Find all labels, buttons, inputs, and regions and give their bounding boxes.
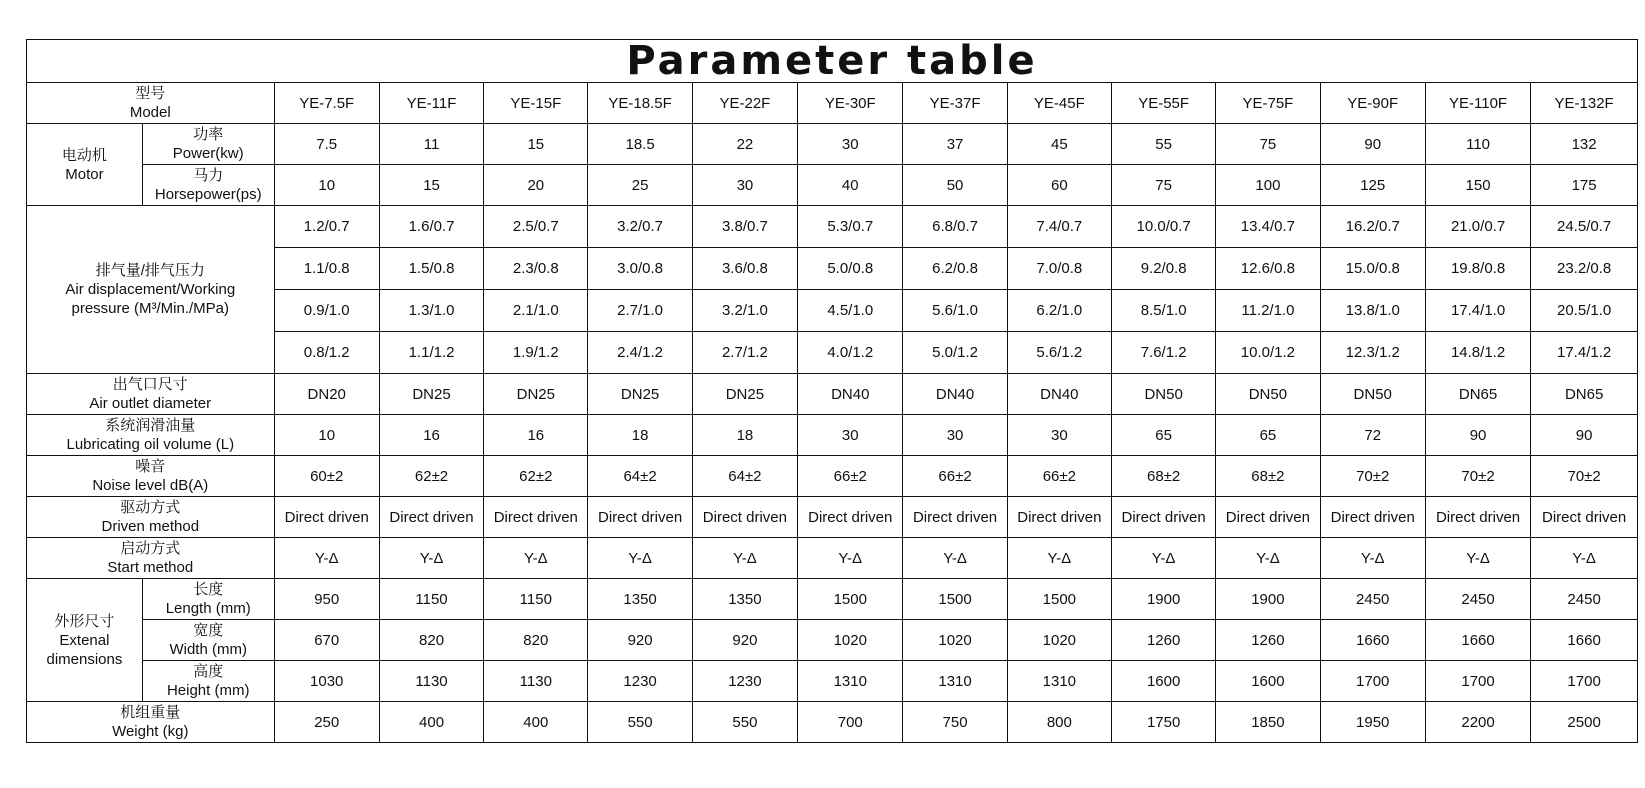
value-cell: Direct driven bbox=[588, 497, 692, 538]
value-cell: 1.1/1.2 bbox=[379, 332, 483, 374]
value-cell: Direct driven bbox=[903, 497, 1007, 538]
value-cell: 1130 bbox=[379, 661, 483, 702]
value-cell: 1350 bbox=[588, 579, 692, 620]
value-cell: Y-Δ bbox=[1216, 538, 1320, 579]
model-cell: YE-18.5F bbox=[588, 83, 692, 124]
label-en: Motor bbox=[65, 165, 104, 183]
value-cell: 100 bbox=[1216, 165, 1320, 206]
value-cell: 2.5/0.7 bbox=[484, 206, 588, 248]
value-cell: 18 bbox=[692, 415, 797, 456]
value-cell: 20.5/1.0 bbox=[1531, 290, 1638, 332]
table-row-driven bbox=[27, 497, 1638, 538]
value-cell: 2450 bbox=[1531, 579, 1638, 620]
label-en: Noise level dB(A) bbox=[92, 477, 209, 494]
label-zh: 宽度 bbox=[193, 622, 224, 639]
value-cell: 400 bbox=[379, 702, 483, 743]
row-label-air-displacement bbox=[27, 206, 275, 374]
table-row-weight bbox=[27, 702, 1638, 743]
row-label-noise bbox=[27, 456, 275, 497]
value-cell: 2.7/1.2 bbox=[692, 332, 797, 374]
value-cell: 1020 bbox=[1007, 620, 1111, 661]
value-cell: 17.4/1.2 bbox=[1531, 332, 1638, 374]
value-cell: 10.0/0.7 bbox=[1111, 206, 1215, 248]
value-cell: Direct driven bbox=[1111, 497, 1215, 538]
label-en: Power(kw) bbox=[172, 145, 244, 162]
model-cell: YE-15F bbox=[484, 83, 588, 124]
row-label-outlet bbox=[27, 374, 275, 415]
value-cell: 12.3/1.2 bbox=[1320, 332, 1425, 374]
value-cell: DN50 bbox=[1111, 374, 1215, 415]
row-label-oil bbox=[27, 415, 275, 456]
value-cell: 30 bbox=[798, 124, 903, 165]
value-cell: 16.2/0.7 bbox=[1320, 206, 1425, 248]
value-cell: 2.7/1.0 bbox=[588, 290, 692, 332]
label-zh: 外形尺寸 bbox=[54, 612, 115, 630]
value-cell: 1850 bbox=[1216, 702, 1320, 743]
value-cell: 2.1/1.0 bbox=[484, 290, 588, 332]
value-cell: 70±2 bbox=[1531, 456, 1638, 497]
value-cell: 4.0/1.2 bbox=[798, 332, 903, 374]
value-cell: 10 bbox=[274, 165, 379, 206]
value-cell: 24.5/0.7 bbox=[1531, 206, 1638, 248]
value-cell: 50 bbox=[903, 165, 1007, 206]
value-cell: 2450 bbox=[1425, 579, 1530, 620]
label-zh: 启动方式 bbox=[120, 540, 181, 557]
value-cell: Direct driven bbox=[798, 497, 903, 538]
value-cell: 60 bbox=[1007, 165, 1111, 206]
value-cell: 68±2 bbox=[1216, 456, 1320, 497]
label-zh: 马力 bbox=[193, 167, 224, 184]
value-cell: Y-Δ bbox=[1531, 538, 1638, 579]
label-zh: 噪音 bbox=[135, 458, 166, 475]
table-row-height bbox=[27, 661, 1638, 702]
value-cell: 30 bbox=[903, 415, 1007, 456]
model-cell: YE-11F bbox=[379, 83, 483, 124]
value-cell: 250 bbox=[274, 702, 379, 743]
label-zh: 机组重量 bbox=[120, 704, 181, 721]
model-cell: YE-75F bbox=[1216, 83, 1320, 124]
label-zh: 排气量/排气压力 bbox=[95, 262, 205, 279]
value-cell: 1500 bbox=[1007, 579, 1111, 620]
value-cell: 68±2 bbox=[1111, 456, 1215, 497]
value-cell: Y-Δ bbox=[274, 538, 379, 579]
row-label-model bbox=[27, 83, 275, 124]
table-row-air-displacement bbox=[27, 206, 1638, 248]
label-en: Start method bbox=[107, 559, 194, 576]
value-cell: 132 bbox=[1531, 124, 1638, 165]
value-cell: 90 bbox=[1531, 415, 1638, 456]
value-cell: 1030 bbox=[274, 661, 379, 702]
value-cell: 1310 bbox=[1007, 661, 1111, 702]
value-cell: 1230 bbox=[692, 661, 797, 702]
value-cell: 5.6/1.2 bbox=[1007, 332, 1111, 374]
row-label-width bbox=[142, 620, 274, 661]
row-label-horsepower bbox=[142, 165, 274, 206]
value-cell: 60±2 bbox=[274, 456, 379, 497]
value-cell: 2.4/1.2 bbox=[588, 332, 692, 374]
value-cell: Direct driven bbox=[1007, 497, 1111, 538]
value-cell: DN25 bbox=[484, 374, 588, 415]
value-cell: 2500 bbox=[1531, 702, 1638, 743]
label-en: Lubricating oil volume (L) bbox=[66, 436, 235, 453]
value-cell: 23.2/0.8 bbox=[1531, 248, 1638, 290]
value-cell: 1.6/0.7 bbox=[379, 206, 483, 248]
value-cell: 15.0/0.8 bbox=[1320, 248, 1425, 290]
table-row-start bbox=[27, 538, 1638, 579]
value-cell: 12.6/0.8 bbox=[1216, 248, 1320, 290]
value-cell: 1660 bbox=[1425, 620, 1530, 661]
value-cell: DN40 bbox=[903, 374, 1007, 415]
table-row-horsepower bbox=[27, 165, 1638, 206]
value-cell: 820 bbox=[379, 620, 483, 661]
value-cell: 1900 bbox=[1216, 579, 1320, 620]
value-cell: 11 bbox=[379, 124, 483, 165]
value-cell: 5.3/0.7 bbox=[798, 206, 903, 248]
value-cell: 17.4/1.0 bbox=[1425, 290, 1530, 332]
value-cell: 3.0/0.8 bbox=[588, 248, 692, 290]
model-cell: YE-30F bbox=[798, 83, 903, 124]
value-cell: 950 bbox=[274, 579, 379, 620]
label-zh: 长度 bbox=[193, 581, 224, 598]
value-cell: 15 bbox=[484, 124, 588, 165]
label-zh: 驱动方式 bbox=[120, 499, 181, 516]
value-cell: DN65 bbox=[1425, 374, 1530, 415]
value-cell: 1150 bbox=[379, 579, 483, 620]
value-cell: Y-Δ bbox=[798, 538, 903, 579]
value-cell: 1660 bbox=[1320, 620, 1425, 661]
value-cell: Y-Δ bbox=[1425, 538, 1530, 579]
value-cell: 1.3/1.0 bbox=[379, 290, 483, 332]
value-cell: DN50 bbox=[1216, 374, 1320, 415]
value-cell: 30 bbox=[798, 415, 903, 456]
value-cell: 175 bbox=[1531, 165, 1638, 206]
value-cell: 1130 bbox=[484, 661, 588, 702]
value-cell: 6.2/1.0 bbox=[1007, 290, 1111, 332]
value-cell: 0.8/1.2 bbox=[274, 332, 379, 374]
row-label-length bbox=[142, 579, 274, 620]
value-cell: 10 bbox=[274, 415, 379, 456]
value-cell: 18 bbox=[588, 415, 692, 456]
table-row-noise bbox=[27, 456, 1638, 497]
value-cell: 820 bbox=[484, 620, 588, 661]
label-zh: 功率 bbox=[193, 126, 224, 143]
value-cell: 1310 bbox=[903, 661, 1007, 702]
value-cell: 90 bbox=[1320, 124, 1425, 165]
value-cell: 18.5 bbox=[588, 124, 692, 165]
value-cell: Y-Δ bbox=[379, 538, 483, 579]
value-cell: 70±2 bbox=[1425, 456, 1530, 497]
model-cell: YE-110F bbox=[1425, 83, 1530, 124]
value-cell: 1.9/1.2 bbox=[484, 332, 588, 374]
value-cell: 1020 bbox=[798, 620, 903, 661]
value-cell: 22 bbox=[692, 124, 797, 165]
label-en: Height (mm) bbox=[166, 682, 250, 699]
value-cell: 1750 bbox=[1111, 702, 1215, 743]
value-cell: 1600 bbox=[1111, 661, 1215, 702]
value-cell: 125 bbox=[1320, 165, 1425, 206]
value-cell: 7.5 bbox=[274, 124, 379, 165]
value-cell: 110 bbox=[1425, 124, 1530, 165]
value-cell: 800 bbox=[1007, 702, 1111, 743]
value-cell: 30 bbox=[1007, 415, 1111, 456]
value-cell: 1260 bbox=[1111, 620, 1215, 661]
value-cell: 1900 bbox=[1111, 579, 1215, 620]
label-en: Air outlet diameter bbox=[89, 395, 212, 412]
value-cell: 1500 bbox=[798, 579, 903, 620]
value-cell: Y-Δ bbox=[484, 538, 588, 579]
value-cell: DN25 bbox=[588, 374, 692, 415]
value-cell: 64±2 bbox=[588, 456, 692, 497]
value-cell: 65 bbox=[1216, 415, 1320, 456]
value-cell: 75 bbox=[1216, 124, 1320, 165]
label-en: Extenal dimensions bbox=[46, 631, 123, 668]
value-cell: 2.3/0.8 bbox=[484, 248, 588, 290]
value-cell: 15 bbox=[379, 165, 483, 206]
value-cell: 40 bbox=[798, 165, 903, 206]
value-cell: Y-Δ bbox=[588, 538, 692, 579]
value-cell: 3.8/0.7 bbox=[692, 206, 797, 248]
model-cell: YE-37F bbox=[903, 83, 1007, 124]
value-cell: 19.8/0.8 bbox=[1425, 248, 1530, 290]
value-cell: 75 bbox=[1111, 165, 1215, 206]
value-cell: 1700 bbox=[1425, 661, 1530, 702]
value-cell: 16 bbox=[484, 415, 588, 456]
value-cell: Direct driven bbox=[484, 497, 588, 538]
parameter-table bbox=[26, 39, 1638, 743]
value-cell: 550 bbox=[588, 702, 692, 743]
row-label-driven bbox=[27, 497, 275, 538]
value-cell: 3.6/0.8 bbox=[692, 248, 797, 290]
value-cell: 8.5/1.0 bbox=[1111, 290, 1215, 332]
value-cell: 66±2 bbox=[798, 456, 903, 497]
value-cell: 5.6/1.0 bbox=[903, 290, 1007, 332]
value-cell: 20 bbox=[484, 165, 588, 206]
value-cell: DN40 bbox=[1007, 374, 1111, 415]
value-cell: Direct driven bbox=[1531, 497, 1638, 538]
group-label-motor bbox=[27, 124, 143, 206]
model-cell: YE-7.5F bbox=[274, 83, 379, 124]
value-cell: Direct driven bbox=[1320, 497, 1425, 538]
model-cell: YE-22F bbox=[692, 83, 797, 124]
value-cell: 7.4/0.7 bbox=[1007, 206, 1111, 248]
value-cell: 13.8/1.0 bbox=[1320, 290, 1425, 332]
value-cell: 670 bbox=[274, 620, 379, 661]
value-cell: DN50 bbox=[1320, 374, 1425, 415]
label-en: Weight (kg) bbox=[112, 723, 189, 740]
value-cell: 5.0/0.8 bbox=[798, 248, 903, 290]
value-cell: 13.4/0.7 bbox=[1216, 206, 1320, 248]
value-cell: Y-Δ bbox=[1111, 538, 1215, 579]
value-cell: 1600 bbox=[1216, 661, 1320, 702]
row-label-height bbox=[142, 661, 274, 702]
value-cell: Y-Δ bbox=[903, 538, 1007, 579]
row-label-weight bbox=[27, 702, 275, 743]
value-cell: 2450 bbox=[1320, 579, 1425, 620]
value-cell: 1.5/0.8 bbox=[379, 248, 483, 290]
value-cell: 65 bbox=[1111, 415, 1215, 456]
value-cell: 14.8/1.2 bbox=[1425, 332, 1530, 374]
value-cell: 45 bbox=[1007, 124, 1111, 165]
label-en: Air displacement/Working pressure (M³/Min./MPa) bbox=[65, 281, 236, 317]
value-cell: 21.0/0.7 bbox=[1425, 206, 1530, 248]
label-zh: 出气口尺寸 bbox=[112, 376, 188, 393]
row-label-start bbox=[27, 538, 275, 579]
label-en: Driven method bbox=[101, 518, 200, 535]
value-cell: 1700 bbox=[1531, 661, 1638, 702]
value-cell: 90 bbox=[1425, 415, 1530, 456]
value-cell: 150 bbox=[1425, 165, 1530, 206]
value-cell: 1150 bbox=[484, 579, 588, 620]
value-cell: DN65 bbox=[1531, 374, 1638, 415]
value-cell: 920 bbox=[588, 620, 692, 661]
value-cell: 64±2 bbox=[692, 456, 797, 497]
value-cell: Direct driven bbox=[379, 497, 483, 538]
value-cell: 37 bbox=[903, 124, 1007, 165]
value-cell: 3.2/1.0 bbox=[692, 290, 797, 332]
model-cell: YE-45F bbox=[1007, 83, 1111, 124]
value-cell: Direct driven bbox=[692, 497, 797, 538]
value-cell: 66±2 bbox=[1007, 456, 1111, 497]
value-cell: 1950 bbox=[1320, 702, 1425, 743]
value-cell: 62±2 bbox=[379, 456, 483, 497]
table-row-model bbox=[27, 83, 1638, 124]
value-cell: 1.1/0.8 bbox=[274, 248, 379, 290]
value-cell: 5.0/1.2 bbox=[903, 332, 1007, 374]
value-cell: 1350 bbox=[692, 579, 797, 620]
model-cell: YE-132F bbox=[1531, 83, 1638, 124]
value-cell: 3.2/0.7 bbox=[588, 206, 692, 248]
value-cell: 1020 bbox=[903, 620, 1007, 661]
table-title: Parameter table bbox=[27, 40, 1638, 83]
model-cell: YE-90F bbox=[1320, 83, 1425, 124]
value-cell: 1660 bbox=[1531, 620, 1638, 661]
value-cell: 70±2 bbox=[1320, 456, 1425, 497]
value-cell: DN20 bbox=[274, 374, 379, 415]
row-label-power bbox=[142, 124, 274, 165]
table-row-oil bbox=[27, 415, 1638, 456]
value-cell: 550 bbox=[692, 702, 797, 743]
value-cell: DN25 bbox=[692, 374, 797, 415]
value-cell: Direct driven bbox=[274, 497, 379, 538]
label-en: Model bbox=[129, 104, 171, 121]
table-row-length bbox=[27, 579, 1638, 620]
value-cell: Y-Δ bbox=[692, 538, 797, 579]
value-cell: 7.0/0.8 bbox=[1007, 248, 1111, 290]
value-cell: 9.2/0.8 bbox=[1111, 248, 1215, 290]
label-zh: 系统润滑油量 bbox=[105, 417, 196, 434]
model-cell: YE-55F bbox=[1111, 83, 1215, 124]
value-cell: DN25 bbox=[379, 374, 483, 415]
value-cell: 11.2/1.0 bbox=[1216, 290, 1320, 332]
value-cell: 66±2 bbox=[903, 456, 1007, 497]
value-cell: 7.6/1.2 bbox=[1111, 332, 1215, 374]
table-row-outlet bbox=[27, 374, 1638, 415]
value-cell: Y-Δ bbox=[1320, 538, 1425, 579]
label-en: Length (mm) bbox=[165, 600, 251, 617]
value-cell: 30 bbox=[692, 165, 797, 206]
table-row-width bbox=[27, 620, 1638, 661]
value-cell: 1500 bbox=[903, 579, 1007, 620]
value-cell: 10.0/1.2 bbox=[1216, 332, 1320, 374]
label-zh: 型号 bbox=[135, 85, 166, 102]
value-cell: 1260 bbox=[1216, 620, 1320, 661]
value-cell: 6.2/0.8 bbox=[903, 248, 1007, 290]
value-cell: 62±2 bbox=[484, 456, 588, 497]
value-cell: 920 bbox=[692, 620, 797, 661]
value-cell: 1310 bbox=[798, 661, 903, 702]
value-cell: 4.5/1.0 bbox=[798, 290, 903, 332]
value-cell: Direct driven bbox=[1216, 497, 1320, 538]
value-cell: 55 bbox=[1111, 124, 1215, 165]
value-cell: DN40 bbox=[798, 374, 903, 415]
value-cell: 16 bbox=[379, 415, 483, 456]
value-cell: 25 bbox=[588, 165, 692, 206]
value-cell: 400 bbox=[484, 702, 588, 743]
value-cell: 1230 bbox=[588, 661, 692, 702]
label-zh: 电动机 bbox=[61, 146, 107, 164]
label-en: Horsepower(ps) bbox=[154, 186, 262, 203]
value-cell: 6.8/0.7 bbox=[903, 206, 1007, 248]
value-cell: 2200 bbox=[1425, 702, 1530, 743]
value-cell: 700 bbox=[798, 702, 903, 743]
value-cell: 1.2/0.7 bbox=[274, 206, 379, 248]
value-cell: 72 bbox=[1320, 415, 1425, 456]
value-cell: 1700 bbox=[1320, 661, 1425, 702]
value-cell: Y-Δ bbox=[1007, 538, 1111, 579]
label-en: Width (mm) bbox=[169, 641, 247, 658]
value-cell: 750 bbox=[903, 702, 1007, 743]
group-label-dimensions bbox=[27, 579, 143, 702]
value-cell: Direct driven bbox=[1425, 497, 1530, 538]
value-cell: 0.9/1.0 bbox=[274, 290, 379, 332]
label-zh: 高度 bbox=[193, 663, 224, 680]
table-row-power bbox=[27, 124, 1638, 165]
